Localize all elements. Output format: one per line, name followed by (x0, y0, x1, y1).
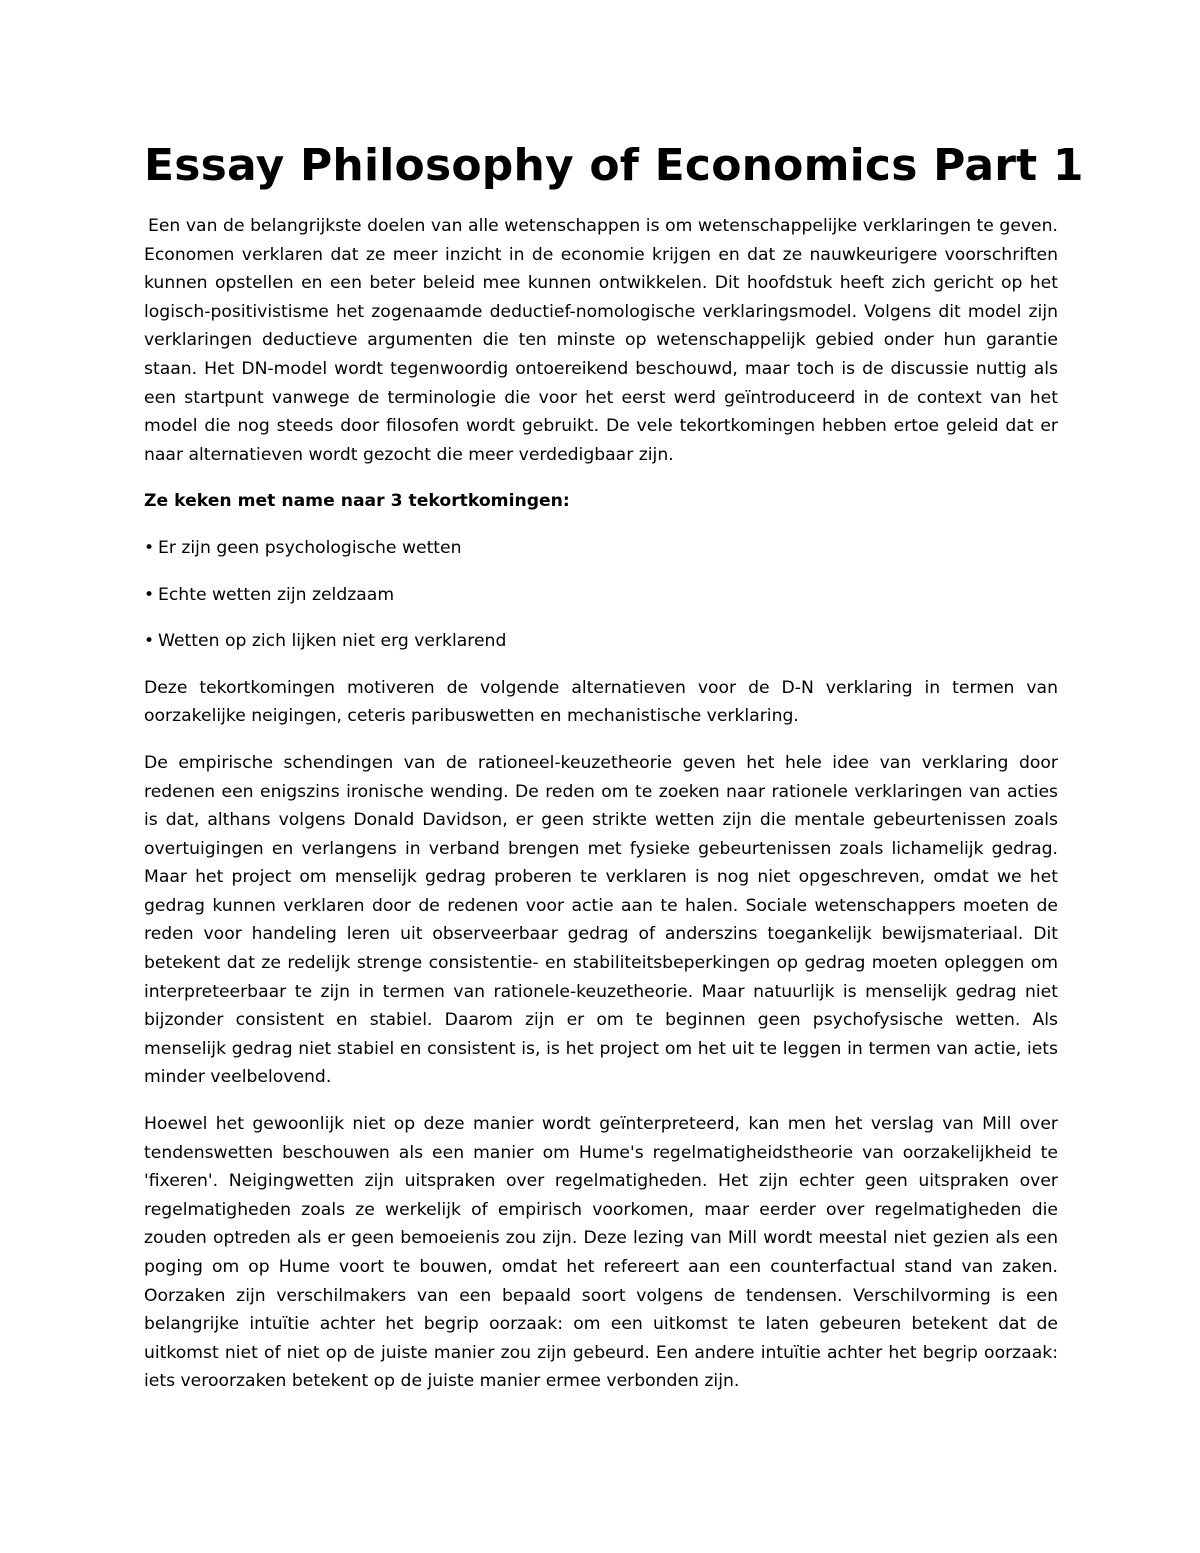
paragraph-alternatives: Deze tekortkomingen motiveren de volgende alternatieven voor de D-N verklaring in termen van oorzakelijke neigingen, ceteris paribuswetten en mechanistische verklaring. (144, 677, 1058, 727)
bullet-item (144, 627, 1058, 656)
bullet-text: Er zijn geen psychologische wetten (158, 537, 462, 558)
subheading-shortcomings: Ze keken met name naar 3 tekortkomingen: (144, 491, 570, 512)
bullet-icon: • (144, 584, 155, 605)
bullet-icon: • (144, 537, 155, 558)
bullet-text: Wetten op zich lijken niet erg verklarend (158, 631, 507, 652)
document-title: Essay Philosophy of Economics Part 1 (144, 140, 1084, 191)
paragraph-mill-hume: Hoewel het gewoonlijk niet op deze manier wordt geïnterpreteerd, kan men het verslag van Mill over tendenswetten beschouwen als een manier om Hume's regelmatigheidstheorie van oorzakelijkheid te 'fixeren'. Neigingwetten zijn uitspraken over regelmatigheden. Het zijn echter geen uitspraken over regelmatigheden zoals ze werkelijk of empirisch voorkomen, maar eerder over regelmatigheden die zouden optreden als er geen bemoeienis zou zijn. Deze lezing van Mill wordt meestal niet gezien als een poging om op Hume voort te bouwen, omdat het refereert aan een counterfactual stand van zaken. Oorzaken zijn verschilmakers van een bepaald soort volgens de tendensen. Verschilvorming is een belangrijke intuïtie achter het begrip oorzaak: om een uitkomst te laten gebeuren betekent dat de uitkomst niet of niet op de juiste manier zou zijn gebeurd. Een andere intuïtie achter het begrip oorzaak: iets veroorzaken betekent op de juiste manier ermee verbonden zijn. (144, 1114, 1058, 1392)
paragraph-rational-choice: De empirische schendingen van de rationeel-keuzetheorie geven het hele idee van verklaring door redenen een enigszins ironische wending. De reden om te zoeken naar rationele verklaringen van acties is dat, althans volgens Donald Davidson, er geen strikte wetten zijn die mentale gebeurtenissen zoals overtuigingen en verlangens in verband brengen met fysieke gebeurtenissen zoals lichamelijk gedrag. Maar het project om menselijk gedrag proberen te verklaren is nog niet opgeschreven, omdat we het gedrag kunnen verklaren door de redenen voor actie aan te halen. Sociale wetenschappers moeten de reden voor handeling leren uit observeerbaar gedrag of anderszins toegankelijk bewijsmateriaal. Dit betekent dat ze redelijk strenge consistentie- en stabiliteitsbeperkingen op gedrag moeten opleggen om interpreteerbaar te zijn in termen van rationele-keuzetheorie. Maar natuurlijk is menselijk gedrag niet bijzonder consistent en stabiel. Daarom zijn er om te beginnen geen psychofysische wetten. Als menselijk gedrag niet stabiel en consistent is, is het project om het uit te leggen in termen van actie, iets minder veelbelovend. (144, 752, 1058, 1088)
bullet-icon: • (144, 631, 155, 652)
bullet-text: Echte wetten zijn zeldzaam (158, 584, 395, 605)
bullet-item (144, 581, 1058, 610)
bullet-item (144, 534, 1058, 563)
paragraph-intro: Een van de belangrijkste doelen van alle wetenschappen is om wetenschappelijke verklaringen te geven. Economen verklaren dat ze meer inzicht in de economie krijgen en dat ze nauwkeurigere voorschriften kunnen opstellen en een beter beleid mee kunnen ontwikkelen. Dit hoofdstuk heeft zich gericht op het logisch-positivistisme het zogenaamde deductief-nomologische verklaringsmodel. Volgens dit model zijn verklaringen deductieve argumenten die ten minste op wetenschappelijk gebied onder hun garantie staan. Het DN-model wordt tegenwoordig ontoereikend beschouwd, maar toch is de discussie nuttig als een startpunt vanwege de terminologie die voor het eerst werd geïntroduceerd in de context van het model die nog steeds door filosofen wordt gebruikt. De vele tekortkomingen hebben ertoe geleid dat er naar alternatieven wordt gezocht die meer verdedigbaar zijn. (144, 216, 1058, 465)
document-page (144, 138, 1084, 1396)
